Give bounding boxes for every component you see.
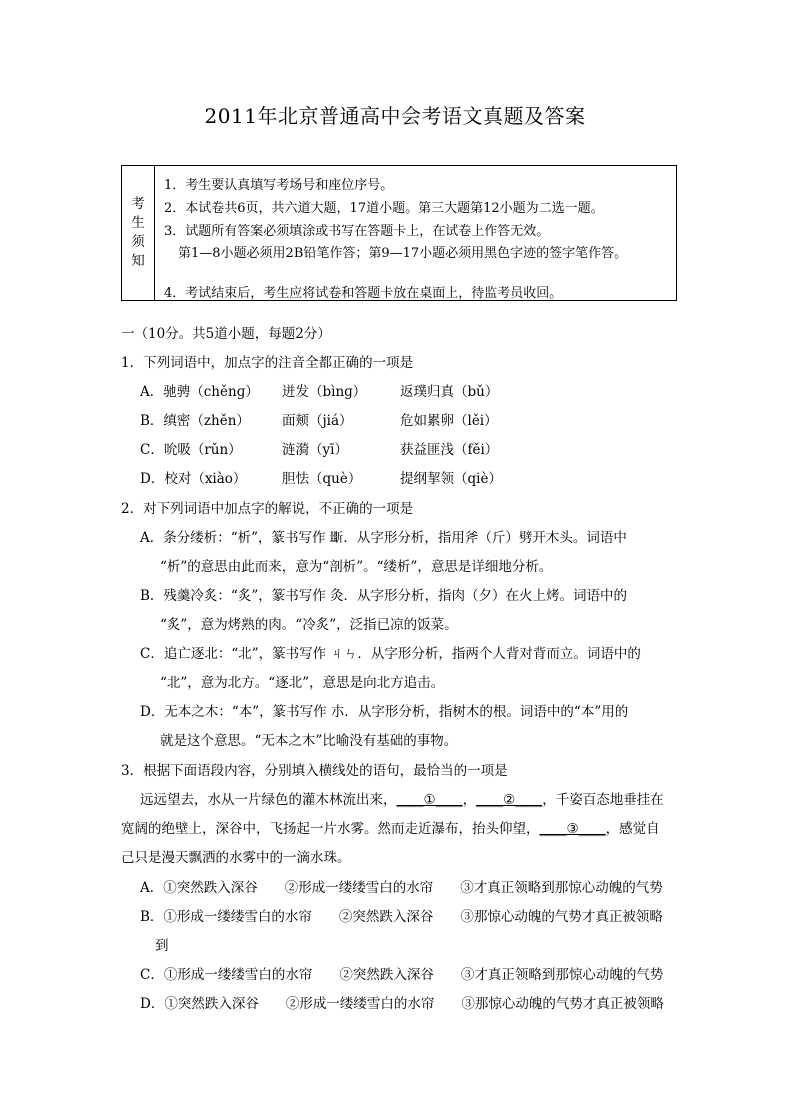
- side-char: 生: [131, 215, 145, 231]
- q2-line: “北”，意为北方。“逐北”，意思是向北方追击。: [160, 675, 445, 691]
- section-heading: 一（10分。共5道小题，每题2分）: [121, 326, 331, 342]
- q3-passage-line: [121, 817, 660, 837]
- notice-item: 1．考生要认真填写考场号和座位序号。: [164, 178, 394, 193]
- q3-passage-line: [140, 788, 664, 808]
- q1-option-c-2: 涟漪（yī）: [282, 442, 348, 458]
- notice-item: 4．考试结束后，考生应将试卷和答题卡放在桌面上，待监考员收回。: [164, 286, 563, 301]
- q3-passage-text: 远远望去，水从一片绿色的灌木林流出来，: [140, 792, 397, 808]
- notice-box: [121, 165, 677, 301]
- q3-option-c: C．①形成一缕缕雪白的水帘 ②突然跌入深谷 ③才真正领略到那惊心动魄的气势: [140, 967, 664, 983]
- q2-line: C．追亡逐北：“北”，篆书写作 ㄐㄣ．从字形分析，指两个人背对背而立。词语中的: [140, 646, 641, 662]
- q2-line: 就是这个意思。“无本之木”比喻没有基础的事物。: [160, 733, 458, 749]
- side-char: 须: [131, 234, 145, 250]
- q3-blank-3: ____③____: [539, 821, 606, 837]
- q1-option-a-2: 迸发（bìnɡ）: [282, 384, 367, 400]
- notice-item: 第1—8小题必须用2B铅笔作答；第9—17小题必须用黑色字迹的签字笔作答。: [178, 246, 628, 261]
- notice-item: 2．本试卷共6页，共六道大题，17道小题。第三大题第12小题为二选一题。: [164, 201, 604, 216]
- q1-option-d-1: D．校对（xiào）: [140, 471, 247, 487]
- q3-passage-text: ，感觉自: [605, 821, 660, 837]
- page-title: 2011年北京普通高中会考语文真题及答案: [204, 104, 586, 128]
- q3-option-a: A．①突然跌入深谷 ②形成一缕缕雪白的水帘 ③才真正领略到那惊心动魄的气势: [140, 880, 663, 896]
- q3-option-d: D．①突然跌入深谷 ②形成一缕缕雪白的水帘 ③那惊心动魄的气势才真正被领略: [140, 996, 664, 1012]
- q3-passage-text: ，: [462, 792, 477, 808]
- q2-line: “炙”，意为烤熟的肉。“冷炙”，泛指已凉的饭菜。: [160, 617, 458, 633]
- q3-option-b: B．①形成一缕缕雪白的水帘 ②突然跌入深谷 ③那惊心动魄的气势才真正被领略: [140, 909, 663, 925]
- q2-line: D．无本之木：“本”，篆书写作 朩．从字形分析，指树木的根。词语中的“本”用的: [140, 704, 629, 720]
- q1-option-b-2: 面颊（jiá）: [282, 413, 353, 429]
- q3-passage-text: ，千姿百态地垂挂在: [542, 792, 664, 808]
- q3-blank-1: ____①____: [396, 792, 463, 808]
- q1-option-a-3: 返璞归真（bǔ）: [400, 384, 499, 400]
- side-char: 知: [131, 253, 145, 269]
- q1-option-d-3: 提纲挈领（qiè）: [400, 471, 502, 487]
- q2-line: A．条分缕析：“析”，篆书写作 𣃔．从字形分析，指用斧（斤）劈开木头。词语中: [140, 530, 627, 546]
- question-3-stem: 3．根据下面语段内容，分别填入横线处的语句，最恰当的一项是: [121, 763, 508, 779]
- q1-option-c-3: 获益匪浅（fěi）: [400, 442, 499, 458]
- notice-item: 3．试题所有答案必须填涂或书写在答题卡上，在试卷上作答无效。: [164, 224, 550, 239]
- q3-passage-line: 己只是漫天飘洒的水雾中的一滴水珠。: [121, 850, 351, 866]
- question-2-stem: 2．对下列词语中加点字的解说，不正确的一项是: [121, 501, 414, 517]
- q1-option-a-1: A．驰骋（chěnɡ）: [140, 384, 259, 400]
- side-char: 考: [131, 196, 145, 212]
- q2-line: B．残羹冷炙：“炙”，篆书写作 灸．从字形分析，指肉（夕）在火上烤。词语中的: [140, 588, 628, 604]
- q1-option-d-2: 胆怯（què）: [282, 471, 362, 487]
- q1-option-c-1: C．吮吸（rǔn）: [140, 442, 242, 458]
- q3-option-b-cont: 到: [155, 938, 169, 954]
- q3-blank-2: ____②____: [476, 792, 543, 808]
- q2-line: “析”的意思由此而来，意为“剖析”。“缕析”，意思是详细地分析。: [160, 559, 553, 575]
- question-1-stem: 1．下列词语中，加点字的注音全都正确的一项是: [121, 355, 414, 371]
- q1-option-b-1: B．缜密（zhěn）: [140, 413, 250, 429]
- q1-option-b-3: 危如累卵（lěi）: [400, 413, 498, 429]
- notice-side-label: [122, 166, 155, 300]
- q3-passage-text: 宽阔的绝壁上，深谷中，飞扬起一片水雾。然而走近瀑布，抬头仰望，: [121, 821, 540, 837]
